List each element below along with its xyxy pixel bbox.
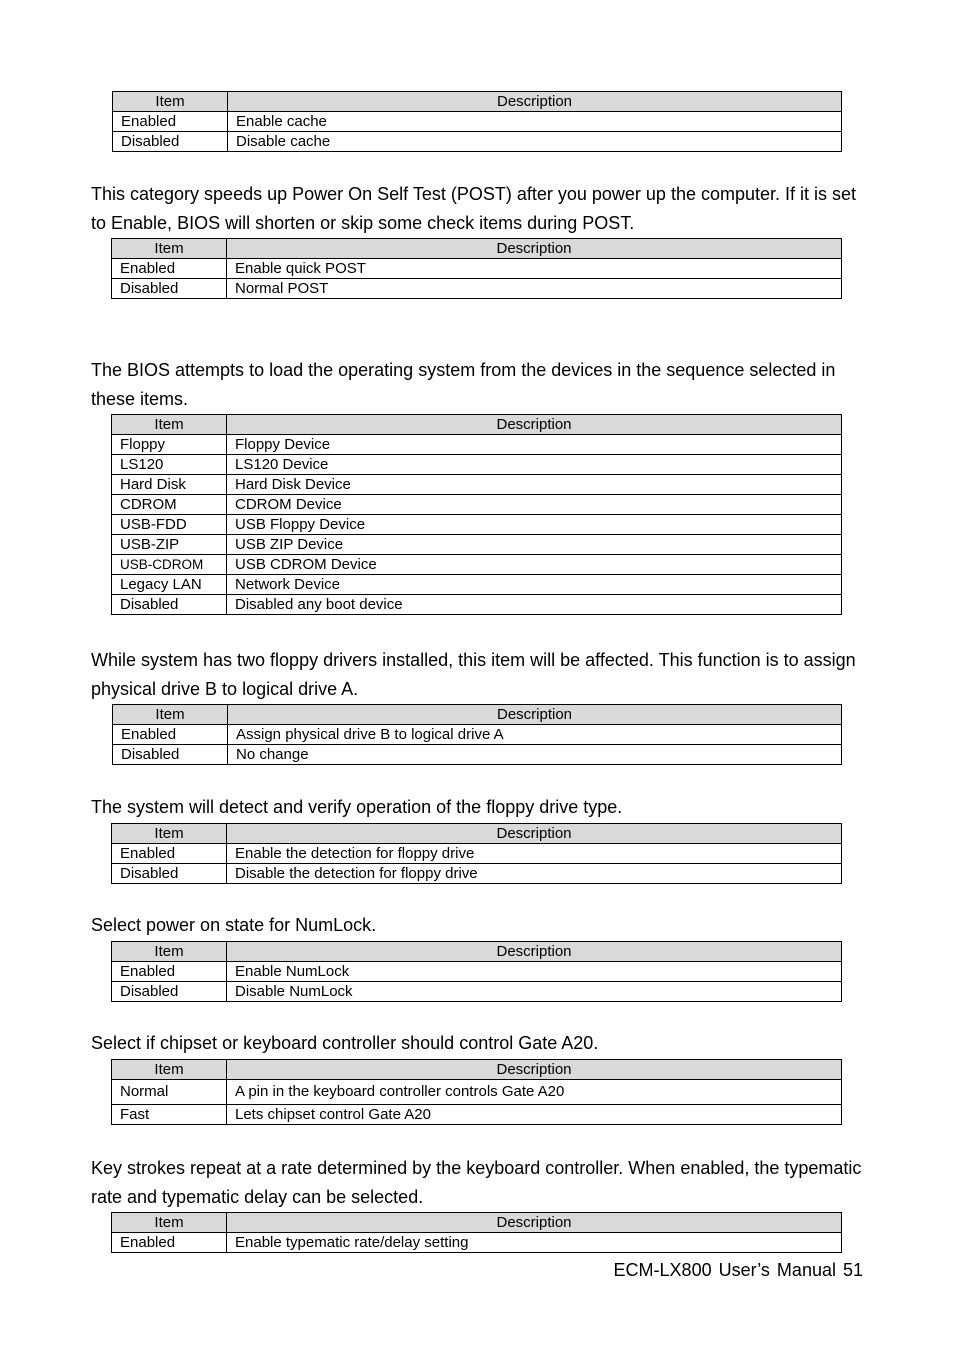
- item-cell: Disabled: [113, 132, 228, 152]
- cache-options-table: [112, 91, 842, 152]
- table-row: [112, 864, 842, 884]
- item-column-header: Item: [112, 942, 227, 962]
- item-column-header: Item: [112, 1060, 227, 1080]
- item-cell: Disabled: [112, 864, 227, 884]
- item-cell: Disabled: [112, 982, 227, 1002]
- table-header-row: [113, 705, 842, 725]
- quick-post-paragraph: This category speeds up Power On Self Test (POST) after you power up the computer. If it is set to Enable, BIOS will shorten or skip some check items during POST.: [91, 184, 857, 233]
- table-row: [113, 745, 842, 765]
- description-cell: CDROM Device: [227, 495, 842, 515]
- table-row: [112, 1105, 842, 1125]
- description-cell: Lets chipset control Gate A20: [227, 1105, 842, 1125]
- gate-a20-table: [111, 1059, 842, 1125]
- floppy-seek-paragraph: The system will detect and verify operation of the floppy drive type.: [91, 797, 623, 817]
- item-cell: Hard Disk: [112, 475, 227, 495]
- description-column-header: Description: [227, 239, 842, 259]
- description-column-header: Description: [227, 1060, 842, 1080]
- table-row: [113, 112, 842, 132]
- description-column-header: Description: [228, 92, 842, 112]
- table-header-row: [112, 824, 842, 844]
- description-cell: LS120 Device: [227, 455, 842, 475]
- item-column-header: Item: [112, 824, 227, 844]
- item-cell: Enabled: [112, 962, 227, 982]
- item-cell: Normal: [112, 1080, 227, 1105]
- table-row: [113, 132, 842, 152]
- item-column-header: Item: [113, 705, 228, 725]
- item-cell: Enabled: [112, 1233, 227, 1253]
- table-row: [112, 279, 842, 299]
- table-row: [112, 962, 842, 982]
- description-column-header: Description: [227, 1213, 842, 1233]
- item-cell: LS120: [112, 455, 227, 475]
- table-header-row: [113, 92, 842, 112]
- description-cell: Network Device: [227, 575, 842, 595]
- table-row: [112, 575, 842, 595]
- numlock-paragraph: Select power on state for NumLock.: [91, 915, 377, 935]
- item-cell: CDROM: [112, 495, 227, 515]
- item-cell: USB-CDROM: [112, 555, 227, 575]
- swap-floppy-table: [112, 704, 842, 765]
- description-column-header: Description: [228, 705, 842, 725]
- page-footer: ECM-LX800 User’s Manual 51: [613, 1260, 863, 1280]
- gate-a20-paragraph: Select if chipset or keyboard controller should control Gate A20.: [91, 1033, 599, 1053]
- description-column-header: Description: [227, 415, 842, 435]
- table-header-row: [112, 1213, 842, 1233]
- description-column-header: Description: [227, 824, 842, 844]
- typematic-table: [111, 1212, 842, 1253]
- item-cell: Enabled: [112, 259, 227, 279]
- table-row: [113, 725, 842, 745]
- quick-post-table: [111, 238, 842, 299]
- table-row: [112, 435, 842, 455]
- item-cell: Enabled: [113, 725, 228, 745]
- description-cell: Enable typematic rate/delay setting: [227, 1233, 842, 1253]
- item-cell: Disabled: [112, 595, 227, 615]
- boot-device-table: [111, 414, 842, 615]
- description-column-header: Description: [227, 942, 842, 962]
- boot-device-paragraph: The BIOS attempts to load the operating system from the devices in the sequence selected in these items.: [91, 360, 836, 409]
- description-cell: Enable quick POST: [227, 259, 842, 279]
- item-column-header: Item: [112, 415, 227, 435]
- item-cell: USB-FDD: [112, 515, 227, 535]
- item-column-header: Item: [113, 92, 228, 112]
- description-cell: Hard Disk Device: [227, 475, 842, 495]
- description-cell: Disabled any boot device: [227, 595, 842, 615]
- item-cell: Disabled: [113, 745, 228, 765]
- description-cell: Disable the detection for floppy drive: [227, 864, 842, 884]
- table-row: [112, 595, 842, 615]
- description-cell: Enable NumLock: [227, 962, 842, 982]
- table-row: [112, 1233, 842, 1253]
- table-header-row: [112, 1060, 842, 1080]
- item-column-header: Item: [112, 239, 227, 259]
- numlock-table: [111, 941, 842, 1002]
- typematic-paragraph: Key strokes repeat at a rate determined by the keyboard controller. When enabled, the typematic rate and typematic delay can be selected.: [91, 1158, 862, 1207]
- item-column-header: Item: [112, 1213, 227, 1233]
- description-cell: A pin in the keyboard controller controls Gate A20: [227, 1080, 842, 1105]
- description-cell: Assign physical drive B to logical drive A: [228, 725, 842, 745]
- swap-floppy-paragraph: While system has two floppy drivers installed, this item will be affected. This function is to assign physical drive B to logical drive A.: [91, 650, 856, 699]
- description-cell: Normal POST: [227, 279, 842, 299]
- table-row: [112, 1080, 842, 1105]
- table-header-row: [112, 415, 842, 435]
- table-row: [112, 844, 842, 864]
- description-cell: Disable NumLock: [227, 982, 842, 1002]
- table-row: [112, 982, 842, 1002]
- item-cell: Legacy LAN: [112, 575, 227, 595]
- table-row: [112, 455, 842, 475]
- item-cell: USB-ZIP: [112, 535, 227, 555]
- table-row: [112, 475, 842, 495]
- item-cell: Enabled: [113, 112, 228, 132]
- description-cell: No change: [228, 745, 842, 765]
- item-cell: Enabled: [112, 844, 227, 864]
- item-cell: Floppy: [112, 435, 227, 455]
- description-cell: Floppy Device: [227, 435, 842, 455]
- table-row: [112, 555, 842, 575]
- table-row: [112, 259, 842, 279]
- table-row: [112, 495, 842, 515]
- description-cell: Disable cache: [228, 132, 842, 152]
- description-cell: USB Floppy Device: [227, 515, 842, 535]
- description-cell: USB CDROM Device: [227, 555, 842, 575]
- description-cell: USB ZIP Device: [227, 535, 842, 555]
- floppy-seek-table: [111, 823, 842, 884]
- item-cell: Fast: [112, 1105, 227, 1125]
- table-row: [112, 535, 842, 555]
- description-cell: Enable the detection for floppy drive: [227, 844, 842, 864]
- table-row: [112, 515, 842, 535]
- table-header-row: [112, 942, 842, 962]
- item-cell: Disabled: [112, 279, 227, 299]
- table-header-row: [112, 239, 842, 259]
- description-cell: Enable cache: [228, 112, 842, 132]
